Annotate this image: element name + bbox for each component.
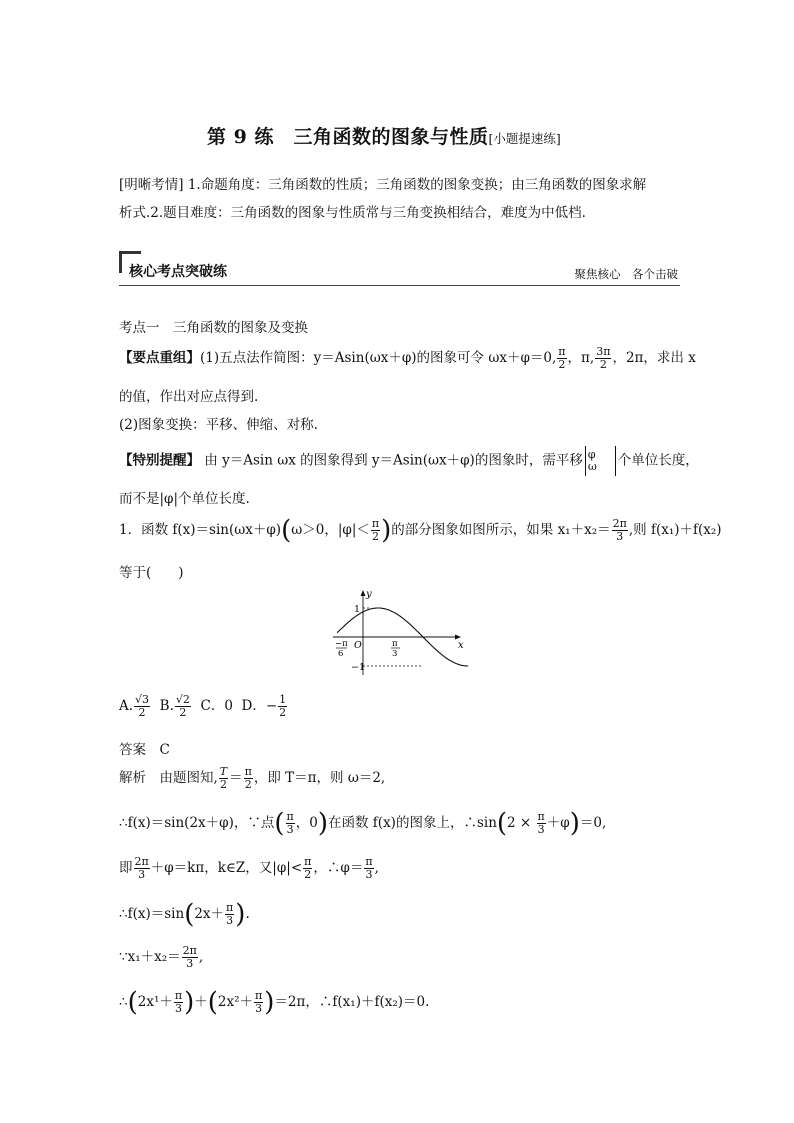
- tick-three: 3: [392, 649, 398, 659]
- frac-3pi-over-2: $\frac{3\pi}{2}$: [596, 345, 611, 371]
- problem-line-1: 1．函数 f(x)＝sin(ωx＋φ)(ω＞0，|φ|＜ $\frac{\pi}{2}$ )的部分图象如图所示，如果 x₁＋x₂＝ $\frac{2\pi}{3}$ ,则 f(x₁)＋f(x₂): [119, 515, 722, 546]
- solution-line-2: ∴f(x)＝sin(2x＋φ)，∵点( $\frac{\pi}{3}$ ，0)在函数 f(x)的图象上，∴sin(2 × $\frac{\pi}{3}$ ＋φ)＝0,: [119, 808, 607, 839]
- intro-text-2: 析式.2.题目难度：三角函数的图象与性质常与三角变换相结合，难度为中低档.: [119, 205, 586, 221]
- choice-b-frac: $\frac{√2}{2}$: [175, 693, 190, 719]
- tip-text-b: 个单位长度，: [617, 452, 699, 469]
- tip-text-a: 由 y＝Asin ωx 的图象得到 y＝Asin(ωx＋φ)的图象时，需平移: [200, 452, 583, 469]
- tip-line-1: [119, 446, 699, 476]
- frac-phi-over-omega: φ ω: [587, 448, 597, 473]
- key-label: 【要点重组】: [119, 350, 200, 366]
- y-axis-arrow: [361, 590, 366, 596]
- intro-text-1: 1.命题角度：三角函数的性质；三角函数的图象变换；由三角函数的图象求解: [187, 177, 647, 193]
- key-points-line-2: 的值，作出对应点得到.: [119, 389, 259, 405]
- page-title: [207, 122, 561, 149]
- frac-pi-over-2: $\frac{\pi}{2}$: [558, 345, 566, 371]
- sine-graph: [325, 585, 470, 680]
- choice-a-label: A.: [119, 698, 134, 714]
- choice-c: C．0: [200, 698, 233, 714]
- section-header: [119, 251, 680, 287]
- tick-six: 6: [338, 649, 344, 659]
- choice-b-label: B.: [159, 698, 174, 714]
- problem-line-2: 等于( ): [119, 565, 184, 581]
- section-title: 核心考点突破练: [129, 264, 227, 280]
- answer-value: C: [159, 742, 170, 758]
- solution-line-4: ∴f(x)＝sin(2x＋ $\frac{\pi}{3}$ ).: [119, 899, 250, 930]
- section-rule: [119, 285, 680, 286]
- x-axis-arrow: [455, 635, 461, 640]
- choice-d-frac: $\frac{1}{2}$: [279, 693, 287, 719]
- solution-line-1: 解析 由题图知, $\frac{T}{2}$ ＝ $\frac{\pi}{2}$ ，即 T＝π，则 ω＝2,: [119, 765, 386, 791]
- solution-line-5: ∵x₁＋x₂＝ $\frac{2\pi}{3}$ ,: [119, 944, 204, 970]
- label-one: 1: [354, 604, 361, 615]
- topic-heading: 考点一 三角函数的图象及变换: [119, 320, 308, 336]
- label-neg-one: −1: [351, 662, 366, 673]
- header-corner-mark-h: [119, 251, 141, 254]
- solution-line-6: ∴(2x¹＋ $\frac{\pi}{3}$ )＋(2x²＋ $\frac{\pi}{3}$ )＝2π，∴f(x₁)＋f(x₂)＝0.: [119, 987, 430, 1018]
- choices: [119, 694, 288, 719]
- choice-a-frac: $\frac{√3}{2}$: [135, 693, 150, 719]
- tick-neg-pi: −π: [335, 639, 348, 649]
- answer-label: 答案: [119, 742, 146, 758]
- header-corner-mark: [119, 251, 122, 273]
- label-origin: O: [354, 640, 362, 651]
- y-label: y: [366, 589, 372, 600]
- key-points-line-3: (2)图象变换：平移、伸缩、对称.: [119, 417, 318, 433]
- key-text-1a: (1)五点法作简图：y＝Asin(ωx＋φ)的图象可令 ωx＋φ＝0,: [200, 350, 557, 366]
- title-tag: [小题提速练]: [488, 131, 561, 146]
- tick-pi: π: [392, 639, 398, 649]
- choice-d-label: D．−: [241, 698, 278, 714]
- answer-line: [119, 738, 170, 758]
- solution-line-3: 即 $\frac{2\pi}{3}$ ＋φ＝kπ，k∈Z，又|φ|< $\frac{\pi}{2}$ ，∴φ＝ $\frac{\pi}{3}$ ,: [119, 855, 379, 881]
- tip-line-2: 而不是|φ|个单位长度.: [119, 491, 250, 507]
- x-label: x: [458, 640, 464, 651]
- intro-line-2: [119, 201, 586, 221]
- key-text-1c: 2π，求出 x: [625, 350, 696, 366]
- section-subtitle: 聚焦核心 各个击破: [574, 267, 678, 281]
- key-text-1b: π,: [581, 350, 595, 366]
- intro-label: [明晰考情]: [119, 177, 184, 193]
- title-main: 第 9 练 三角函数的图象与性质: [207, 126, 489, 148]
- intro-line-1: [119, 173, 646, 193]
- key-points-line-1: 【要点重组】(1)五点法作简图：y＝Asin(ωx＋φ)的图象可令 ωx＋φ＝0, $\frac{\pi}{2}$ ，π, $\frac{3\pi}{2}$ ，2π，求出 x: [119, 345, 696, 371]
- tip-label: 【特别提醒】: [119, 452, 200, 469]
